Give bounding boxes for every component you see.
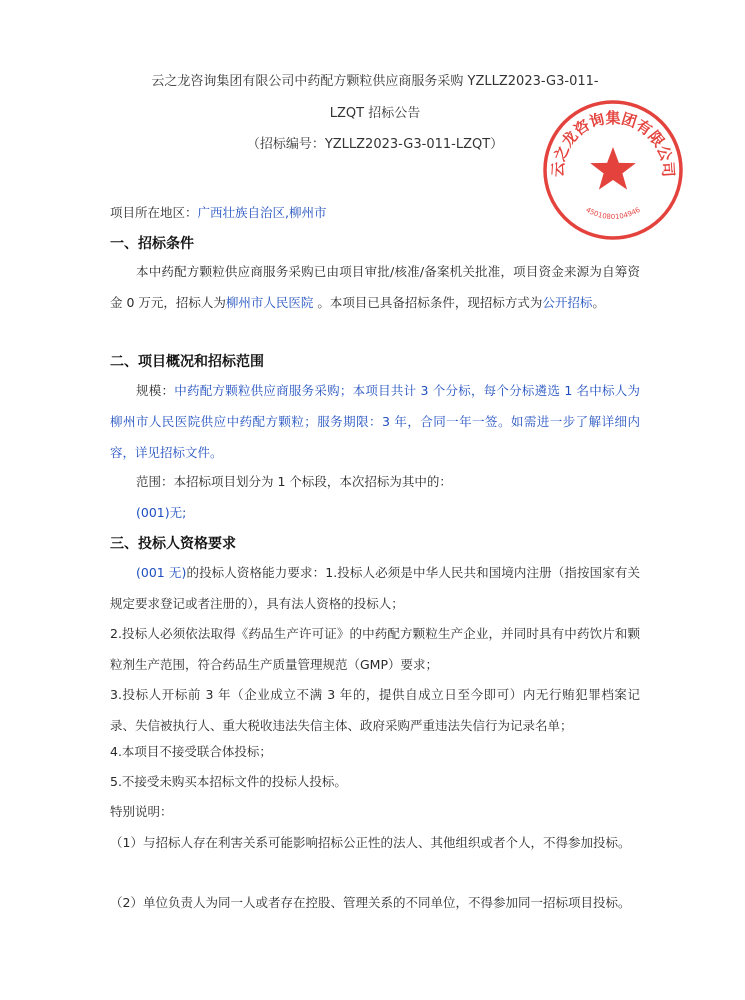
svg-text:4501080104946: 4501080104946 <box>584 205 642 222</box>
section-1-heading: 一、招标条件 <box>110 236 194 252</box>
s2-scale-text: 中药配方颗粒供应商服务采购；本项目共计 3 个分标，每个分标遴选 1 名中标人为柳州市人民医院供应中药配方颗粒；服务期限：3 年，合同一年一签。如需进一步了解详细内容，详见招标文件。 <box>110 383 640 460</box>
company-seal-stamp <box>538 95 688 245</box>
s3-lot-ref: (001 无) <box>136 565 187 580</box>
svg-text:云之龙咨询集团有限公司: 云之龙咨询集团有限公司 <box>548 108 678 178</box>
requirement-item-4: 4.本项目不接受联合体投标； <box>110 744 272 759</box>
special-note-2: （2）单位负责人为同一人或者存在控股、管理关系的不同单位，不得参加同一招标项目投标。 <box>110 895 631 910</box>
section-1-paragraph <box>110 256 640 318</box>
s1-text-c: 。本项目已具备招标条件，现招标方式为 <box>313 295 543 310</box>
location-label: 项目所在地区： <box>110 205 198 220</box>
bid-number: （招标编号：YZLLZ2023-G3-011-LZQT） <box>246 137 504 152</box>
tenderer-name: 柳州市人民医院 <box>225 295 314 310</box>
section-2-heading: 二、项目概况和招标范围 <box>110 354 264 370</box>
section-2-lot: (001)无; <box>136 505 187 520</box>
location-value: 广西壮族自治区,柳州市 <box>197 205 327 220</box>
section-3-heading: 三、投标人资格要求 <box>110 536 236 552</box>
requirement-item-3: 3.投标人开标前 3 年（企业成立不满 3 年的，提供自成立日至今即可）内无行贿犯罪档案记录、失信被执行人、重大税收违法失信主体、政府采购严重违法失信行为记录名单； <box>110 687 640 733</box>
section-2-paragraph <box>110 375 640 468</box>
s1-text-a: 本中药配方颗粒供应商服务采购已由项目审批/核准/备案机关批准，项目资金来源为自筹资金 0 万元，招标人为 <box>110 264 640 310</box>
special-note-1: （1）与招标人存在利害关系可能影响招标公正性的法人、其他组织或者个人，不得参加投标。 <box>110 835 631 850</box>
special-note-label: 特别说明： <box>110 804 173 819</box>
s2-scale-label: 规模： <box>136 383 175 398</box>
requirement-item-5: 5.不接受未购买本招标文件的投标人投标。 <box>110 774 347 789</box>
tender-method: 公开招标 <box>542 295 593 310</box>
section-3-paragraph <box>110 557 640 619</box>
title-line-1: 云之龙咨询集团有限公司中药配方颗粒供应商服务采购 YZLLZ2023-G3-011- <box>151 74 599 89</box>
s3-text: 的投标人资格能力要求：1.投标人必须是中华人民共和国境内注册（指按国家有关规定要求登记或者注册的），具有法人资格的投标人； <box>110 565 640 611</box>
requirement-item-2: 2.投标人必须依法取得《药品生产许可证》的中药配方颗粒生产企业，并同时具有中药饮片和颗粒剂生产范围，符合药品生产质量管理规范（GMP）要求； <box>110 626 640 672</box>
s1-text-e: 。 <box>592 295 605 310</box>
section-2-scope: 范围：本招标项目划分为 1 个标段，本次招标为其中的： <box>136 474 452 489</box>
title-line-2: LZQT 招标公告 <box>329 106 421 121</box>
